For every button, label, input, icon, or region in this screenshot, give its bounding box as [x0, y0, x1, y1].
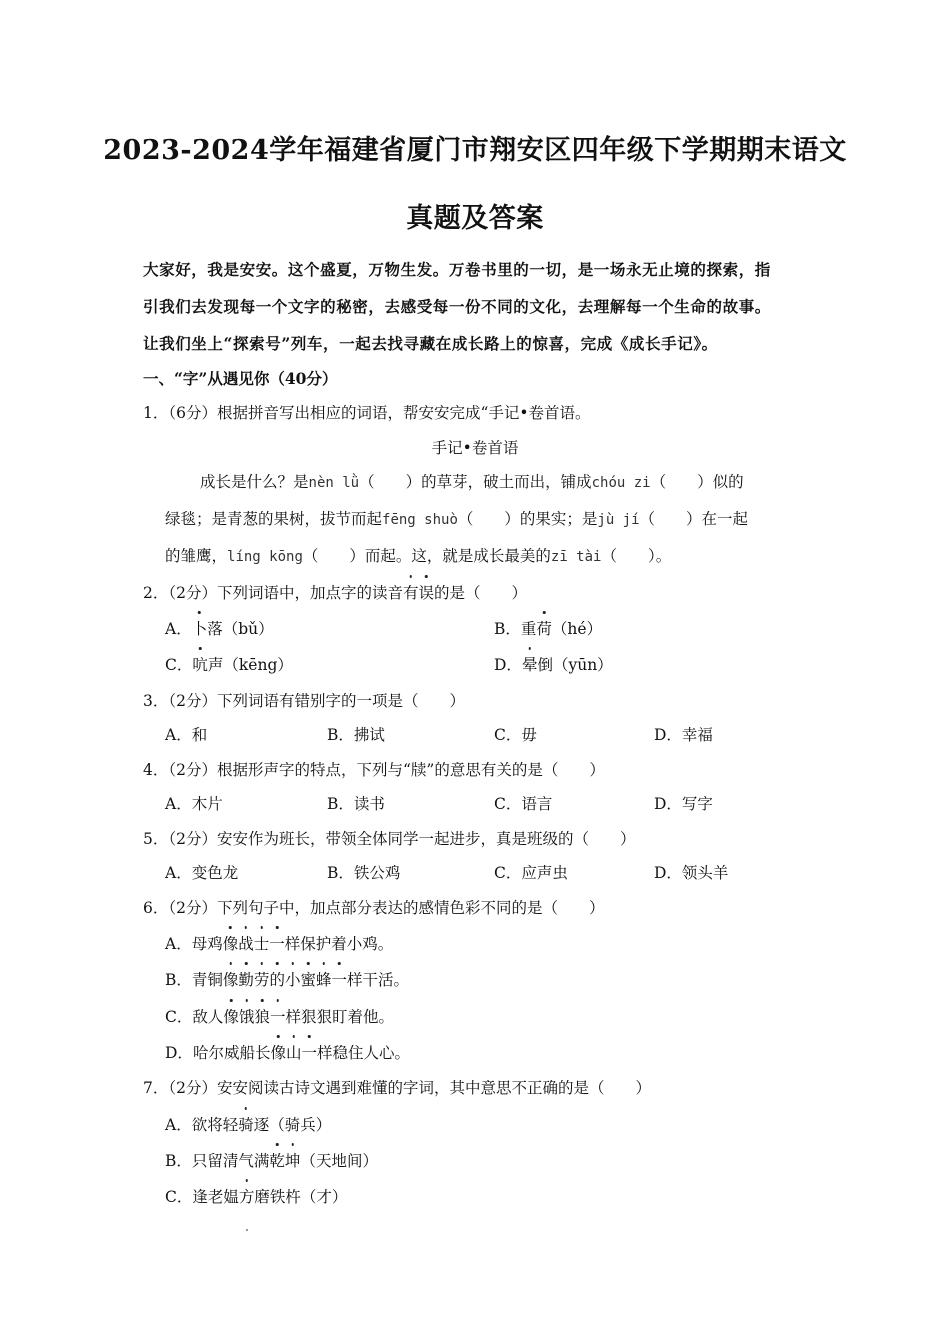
option-text: 样狠狠盯着他。: [285, 1008, 394, 1026]
emphasis-dot-char: 乾: [269, 1149, 285, 1171]
question-2-option-b: [494, 617, 602, 639]
emphasis-dot-char: 山: [286, 1041, 302, 1063]
option-text: 倒（yūn）: [537, 656, 613, 674]
question-4-option-c: C．语言: [494, 795, 553, 813]
emphasis-dot-char: 骑: [238, 1113, 254, 1135]
question-6-option-c: [165, 1005, 394, 1027]
option-text: 落（bǔ）: [207, 620, 274, 638]
emphasis-dot-char: 战: [238, 932, 254, 954]
question-5-option-c: C．应声虫: [494, 864, 568, 882]
option-label: C．: [165, 1008, 193, 1026]
blank-text: （ ）在一起: [639, 510, 749, 528]
emphasis-dot-char: 晕: [522, 653, 538, 675]
question-2-stem: [143, 581, 527, 603]
emphasis-dot-char: 一: [270, 1005, 286, 1027]
question-1-para-line1: [200, 470, 744, 492]
option-text: （hé）: [551, 620, 603, 638]
option-text: 逐（骑兵）: [253, 1116, 332, 1134]
emphasis-dot-char: 蜜: [300, 968, 316, 990]
question-3-option-d: D．幸福: [654, 726, 713, 744]
emphasis-dot-text: [223, 935, 285, 953]
question-5-option-d: D．领头羊: [654, 864, 729, 882]
option-text: 只留清气满: [191, 1152, 270, 1170]
intro-line3: 让我们坐上“探索号”列车，一起去找寻藏在成长路上的惊喜，完成《成长手记》。: [143, 334, 718, 353]
emphasis-dot-char: 劳: [254, 968, 270, 990]
option-label: D．: [165, 1044, 193, 1062]
question-6-option-a: [165, 932, 393, 954]
question-4-stem: 4．（2分）根据形声字的特点，下列与“牍”的意思有关的是（ ）: [143, 761, 605, 779]
question-3-option-b: B．拂试: [327, 726, 385, 744]
question-2-option-d: [494, 653, 613, 675]
emphasis-dot-text: [269, 1152, 300, 1170]
emphasis-dot-char: 饿: [239, 1005, 255, 1027]
pinyin: chóu zi: [591, 475, 651, 491]
question-7-option-a: [165, 1113, 331, 1135]
question-4-option-a: A．木片: [165, 795, 223, 813]
question-3-option-a: A．和: [165, 726, 208, 744]
pinyin: fēng shuò: [382, 512, 458, 528]
question-6-option-d: [165, 1041, 410, 1063]
option-label: D．: [494, 656, 522, 674]
question-7-stem: 7．（2分）安安阅读古诗文遇到难懂的字词，其中意思不正确的是（ ）: [143, 1079, 651, 1097]
text: 绿毯；是青葱的果树，拔节而起: [165, 510, 383, 528]
option-text: （天地间）: [300, 1152, 378, 1170]
blank-text: （ ）而起。这，就是成长最美的: [302, 547, 551, 565]
option-label: A．: [165, 1116, 192, 1134]
option-text: 青铜: [191, 971, 223, 989]
question-6-option-b: [165, 968, 409, 990]
emphasis-dot-char: 一: [301, 1041, 317, 1063]
question-1-subtitle: 手记•卷首语: [431, 439, 519, 457]
question-2-option-c: [165, 653, 293, 675]
emphasis-dot-text: [223, 971, 347, 989]
option-text: 样稳住人心。: [317, 1044, 411, 1062]
option-label: B．: [165, 971, 192, 989]
option-text: 敌人: [192, 1008, 224, 1026]
question-7-option-c: [165, 1185, 347, 1207]
doc-title-line2: 真题及答案: [406, 203, 544, 234]
text: 成长是什么？是: [200, 473, 309, 491]
blank-text: （ ）似的: [650, 473, 744, 491]
option-label: B．: [165, 1152, 192, 1170]
pinyin: líng kōng: [227, 549, 303, 565]
emphasis-dot-char: 像: [223, 932, 239, 954]
option-label: A．: [165, 620, 192, 638]
option-label: A．: [165, 935, 192, 953]
blank-text: （ ）的果实；是: [457, 510, 598, 528]
stray-mark: [246, 1229, 248, 1231]
question-4-option-d: D．写字: [654, 795, 713, 813]
emphasis-dot-char: 蜂: [316, 968, 332, 990]
blank-text: （ ）。: [601, 547, 672, 565]
emphasis-dot-char: 士: [254, 932, 270, 954]
question-5-stem: 5．（2分）安安作为班长，带领全体同学一起进步，真是班级的（ ）: [143, 830, 636, 848]
option-text: 样保护着小鸡。: [284, 935, 394, 953]
emphasis-dot-char: 坤: [285, 1149, 301, 1171]
text: 的雏鹰，: [165, 547, 228, 565]
emphasis-dot-text: [223, 1008, 285, 1026]
section-heading: 一、“字”从遇见你（40分）: [143, 369, 338, 388]
emphasis-dot-char: 小: [285, 968, 301, 990]
question-5-option-b: B．铁公鸡: [327, 864, 401, 882]
emphasis-dot-char: 一: [269, 932, 285, 954]
question-1-stem: 1．（6分）根据拼音写出相应的词语，帮安安完成“手记•卷首语。: [143, 404, 591, 422]
option-label: C．: [165, 656, 193, 674]
question-1-para-line3: [165, 544, 671, 566]
emphasis-dot-char: 方: [239, 1185, 255, 1207]
emphasis-dot-char: 卜: [192, 617, 208, 639]
emphasis-dot-char: 勤: [238, 968, 254, 990]
question-7-option-b: [165, 1149, 378, 1171]
question-4-option-b: B．读书: [327, 795, 385, 813]
question-3-stem: 3．（2分）下列词语有错别字的一项是（ ）: [143, 692, 465, 710]
emphasis-dot-char: 狼: [254, 1005, 270, 1027]
question-2-option-a: [165, 617, 274, 639]
intro-line1: 大家好，我是安安。这个盛夏，万物生发。万卷书里的一切，是一场永无止境的探索，指: [143, 260, 771, 279]
pinyin: nèn lǜ: [308, 475, 360, 491]
text: 的是（ ）: [434, 584, 528, 602]
emphasis-dot-text: [270, 1044, 317, 1062]
option-text: 声（kēng）: [207, 656, 293, 674]
emphasis-dot-char: 像: [270, 1041, 286, 1063]
intro-line2: 引我们去发现每一个文字的秘密，去感受每一份不同的文化，去理解每一个生命的故事。: [143, 297, 771, 316]
pinyin: zī tài: [550, 549, 602, 565]
emphasis-dot-char: 一: [332, 968, 348, 990]
option-label: C．: [165, 1188, 193, 1206]
question-1-para-line2: [165, 507, 748, 529]
question-5-option-a: A．变色龙: [165, 864, 239, 882]
emphasis-dot-char: 吭: [192, 653, 208, 675]
blank-text: （ ）的草芽，破土而出，铺成: [359, 473, 592, 491]
emphasis-dot-text: [238, 1116, 254, 1134]
emphasis-dot-char: 有: [403, 581, 419, 603]
emphasis-dot-char: 的: [269, 968, 285, 990]
text: 2．（2分）下列词语中，加点字的读音: [143, 584, 403, 602]
option-text: 重: [520, 620, 537, 638]
option-text: 磨铁杵（才）: [254, 1188, 348, 1206]
doc-title-line1: 2023-2024学年福建省厦门市翔安区四年级下学期期末语文: [103, 135, 847, 166]
question-3-option-c: C．毋: [494, 726, 537, 744]
emphasis-dot-char: 荷: [536, 617, 552, 639]
emphasis-dot-text: [239, 1188, 255, 1206]
emphasis-dot-char: 像: [223, 1005, 239, 1027]
pinyin: jù jí: [597, 512, 640, 528]
option-label: B．: [494, 620, 521, 638]
option-text: 哈尔威船长: [192, 1044, 271, 1062]
question-6-stem: 6．（2分）下列句子中，加点部分表达的感情色彩不同的是（ ）: [143, 899, 605, 917]
emphasis-dot-char: 误: [419, 581, 435, 603]
option-text: 样干活。: [347, 971, 410, 989]
option-text: 逢老媪: [192, 1188, 239, 1206]
option-text: 欲将轻: [191, 1116, 239, 1134]
emphasis-dot-char: 像: [223, 968, 239, 990]
option-text: 母鸡: [191, 935, 223, 953]
